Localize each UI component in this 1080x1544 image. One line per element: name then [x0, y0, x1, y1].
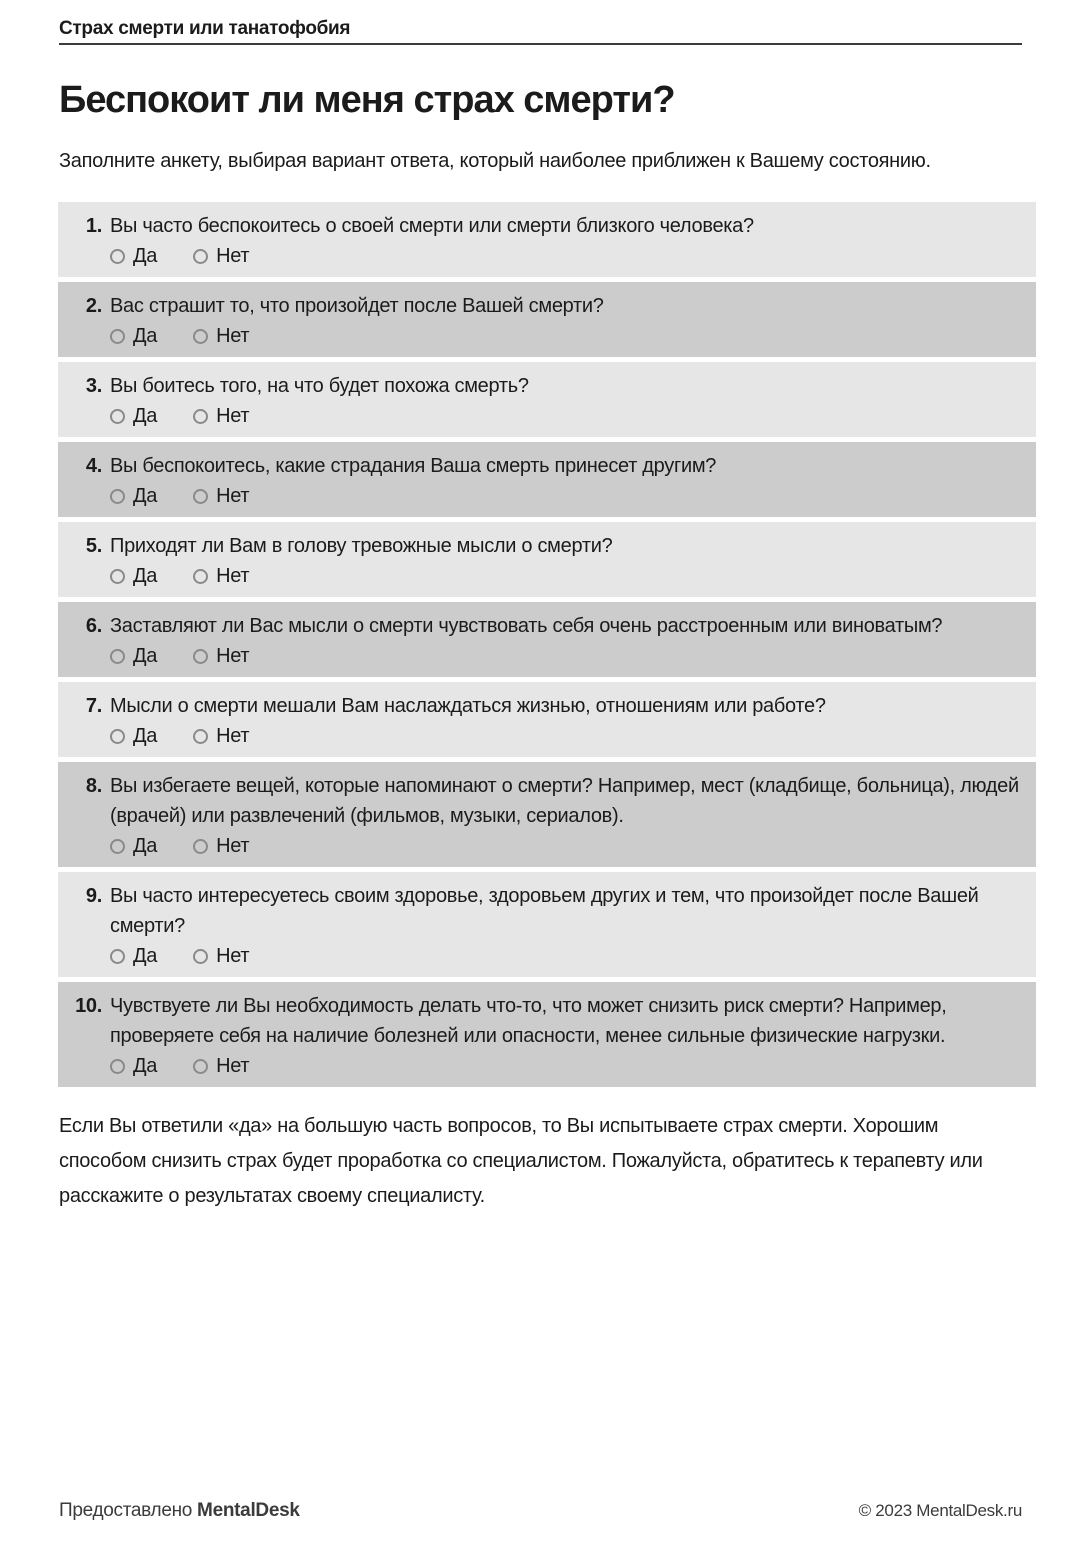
question-number: 5.: [85, 535, 102, 557]
question-number: 2.: [85, 295, 102, 317]
radio-label-yes: Да: [133, 245, 158, 267]
question-text: Приходят ли Вам в голову тревожные мысли о смерти?: [110, 535, 613, 557]
question-body: [110, 371, 1020, 428]
question-text: Вы беспокоитесь, какие страдания Ваша смерть принесет другим?: [110, 455, 717, 477]
radio-circle-icon[interactable]: [110, 1059, 125, 1074]
copyright: © 2023 MentalDesk.ru: [858, 1501, 1022, 1520]
question-text: Заставляют ли Вас мысли о смерти чувствовать себя очень расстроенным или виноватым?: [110, 615, 943, 637]
radio-circle-icon[interactable]: [110, 729, 125, 744]
radio-label-no: Нет: [216, 725, 250, 747]
radio-circle-icon[interactable]: [193, 729, 208, 744]
question-text: Чувствуете ли Вы необходимость делать что-то, что может снизить риск смерти? Например, проверяете себя на наличие болезней или опасности, менее сильные физические нагрузки.: [110, 995, 947, 1047]
radio-label-no: Нет: [216, 1055, 250, 1077]
question-row: [58, 442, 1036, 517]
radio-label-no: Нет: [216, 325, 250, 347]
radio-circle-icon[interactable]: [193, 649, 208, 664]
radio-circle-icon[interactable]: [193, 949, 208, 964]
question-row: [58, 522, 1036, 597]
radio-label-yes: Да: [133, 645, 158, 667]
radio-option-yes[interactable]: [110, 834, 157, 858]
radio-option-no[interactable]: [193, 944, 249, 968]
question-body: [110, 691, 1020, 748]
radio-circle-icon[interactable]: [193, 329, 208, 344]
radio-option-yes[interactable]: [110, 484, 157, 508]
radio-option-no[interactable]: [193, 1054, 249, 1078]
question-number: 8.: [85, 775, 102, 797]
radio-option-yes[interactable]: [110, 944, 157, 968]
radio-circle-icon[interactable]: [193, 569, 208, 584]
answer-options: [110, 564, 1020, 588]
question-number: 3.: [85, 375, 102, 397]
answer-options: [110, 944, 1020, 968]
radio-option-yes[interactable]: [110, 724, 157, 748]
provided-by-label: Предоставлено: [59, 1500, 193, 1521]
brand-name: MentalDesk: [197, 1500, 300, 1521]
question-number: 10.: [75, 995, 102, 1017]
question-number: 1.: [85, 215, 102, 237]
question-text: Вас страшит то, что произойдет после Вашей смерти?: [110, 295, 604, 317]
question-list: [58, 202, 1036, 1087]
answer-options: [110, 244, 1020, 268]
question-body: [110, 291, 1020, 348]
radio-circle-icon[interactable]: [193, 1059, 208, 1074]
radio-circle-icon[interactable]: [110, 329, 125, 344]
radio-circle-icon[interactable]: [110, 569, 125, 584]
radio-circle-icon[interactable]: [110, 409, 125, 424]
question-number: 4.: [85, 455, 102, 477]
radio-circle-icon[interactable]: [193, 249, 208, 264]
radio-option-yes[interactable]: [110, 324, 157, 348]
page-footer: [59, 1500, 1022, 1522]
radio-option-yes[interactable]: [110, 1054, 157, 1078]
radio-option-no[interactable]: [193, 724, 249, 748]
question-row: [58, 762, 1036, 867]
radio-label-yes: Да: [133, 485, 158, 507]
question-row: [58, 682, 1036, 757]
radio-option-yes[interactable]: [110, 644, 157, 668]
document-header: Страх смерти или танатофобия: [59, 18, 1022, 45]
radio-label-yes: Да: [133, 405, 158, 427]
radio-label-no: Нет: [216, 405, 250, 427]
radio-option-no[interactable]: [193, 644, 249, 668]
answer-options: [110, 644, 1020, 668]
question-text: Мысли о смерти мешали Вам наслаждаться жизнью, отношениям или работе?: [110, 695, 826, 717]
radio-label-yes: Да: [133, 835, 158, 857]
radio-circle-icon[interactable]: [110, 649, 125, 664]
question-number: 9.: [85, 885, 102, 907]
question-body: [110, 611, 1020, 668]
question-body: [110, 531, 1020, 588]
question-row: [58, 872, 1036, 977]
answer-options: [110, 834, 1020, 858]
radio-label-no: Нет: [216, 645, 250, 667]
radio-label-yes: Да: [133, 325, 158, 347]
radio-circle-icon[interactable]: [193, 409, 208, 424]
radio-circle-icon[interactable]: [110, 249, 125, 264]
radio-option-no[interactable]: [193, 244, 249, 268]
question-row: [58, 982, 1036, 1087]
questionnaire-page: [0, 18, 1080, 1544]
answer-options: [110, 724, 1020, 748]
page-title: Беспокоит ли меня страх смерти?: [59, 79, 675, 121]
radio-label-no: Нет: [216, 245, 250, 267]
radio-circle-icon[interactable]: [193, 489, 208, 504]
conclusion-text: Если Вы ответили «да» на большую часть вопросов, то Вы испытываете страх смерти. Хорошим способом снизить страх будет проработка со специалистом. Пожалуйста, обратитесь к терапевту или расскажите о результатах своему специалисту.: [59, 1115, 983, 1207]
radio-label-no: Нет: [216, 835, 250, 857]
question-body: [110, 771, 1020, 858]
provided-by: [59, 1500, 300, 1522]
radio-option-yes[interactable]: [110, 564, 157, 588]
radio-circle-icon[interactable]: [110, 489, 125, 504]
radio-label-yes: Да: [133, 725, 158, 747]
radio-circle-icon[interactable]: [193, 839, 208, 854]
radio-option-no[interactable]: [193, 834, 249, 858]
radio-label-no: Нет: [216, 565, 250, 587]
radio-label-yes: Да: [133, 565, 158, 587]
question-body: [110, 211, 1020, 268]
question-text: Вы избегаете вещей, которые напоминают о смерти? Например, мест (кладбище, больница), людей (врачей) или развлечений (фильмов, музыки, сериалов).: [110, 775, 1019, 827]
answer-options: [110, 324, 1020, 348]
question-row: [58, 202, 1036, 277]
radio-circle-icon[interactable]: [110, 839, 125, 854]
question-number: 6.: [85, 615, 102, 637]
question-body: [110, 991, 1020, 1078]
question-body: [110, 881, 1020, 968]
question-body: [110, 451, 1020, 508]
intro-text: Заполните анкету, выбирая вариант ответа, который наиболее приближен к Вашему состоянию.: [59, 150, 931, 172]
question-row: [58, 282, 1036, 357]
answer-options: [110, 404, 1020, 428]
radio-option-no[interactable]: [193, 564, 249, 588]
question-number: 7.: [85, 695, 102, 717]
radio-label-no: Нет: [216, 485, 250, 507]
radio-option-no[interactable]: [193, 324, 249, 348]
question-text: Вы часто интересуетесь своим здоровье, здоровьем других и тем, что произойдет после Вашей смерти?: [110, 885, 979, 937]
radio-option-yes[interactable]: [110, 244, 157, 268]
radio-label-no: Нет: [216, 945, 250, 967]
radio-circle-icon[interactable]: [110, 949, 125, 964]
answer-options: [110, 1054, 1020, 1078]
question-text: Вы часто беспокоитесь о своей смерти или смерти близкого человека?: [110, 215, 754, 237]
radio-option-yes[interactable]: [110, 404, 157, 428]
radio-label-yes: Да: [133, 1055, 158, 1077]
radio-label-yes: Да: [133, 945, 158, 967]
radio-option-no[interactable]: [193, 484, 249, 508]
answer-options: [110, 484, 1020, 508]
question-row: [58, 602, 1036, 677]
question-text: Вы боитесь того, на что будет похожа смерть?: [110, 375, 529, 397]
question-row: [58, 362, 1036, 437]
radio-option-no[interactable]: [193, 404, 249, 428]
